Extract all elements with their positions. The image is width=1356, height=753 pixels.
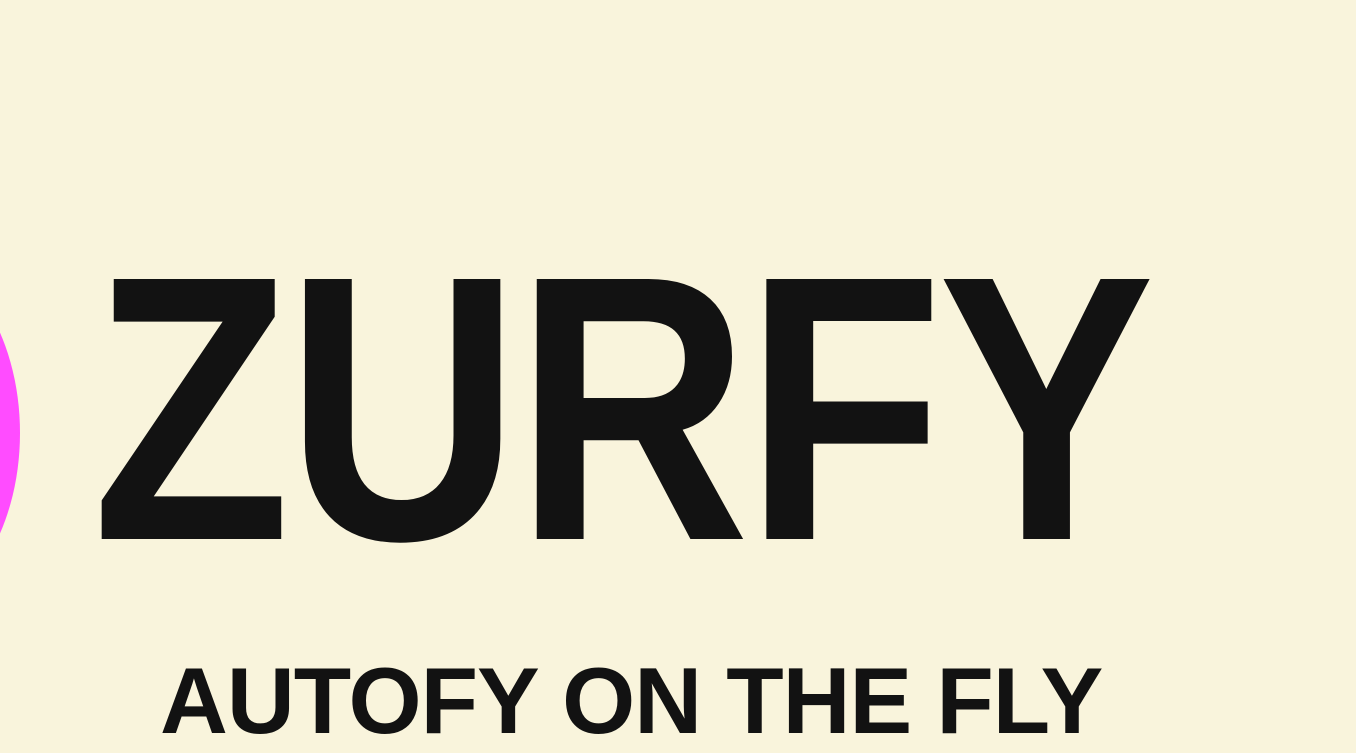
logo-accent-circle xyxy=(0,248,20,618)
brand-tagline: AUTOFY ON THE FLY xyxy=(160,648,1103,753)
brand-title: ZURFY xyxy=(92,198,1150,620)
